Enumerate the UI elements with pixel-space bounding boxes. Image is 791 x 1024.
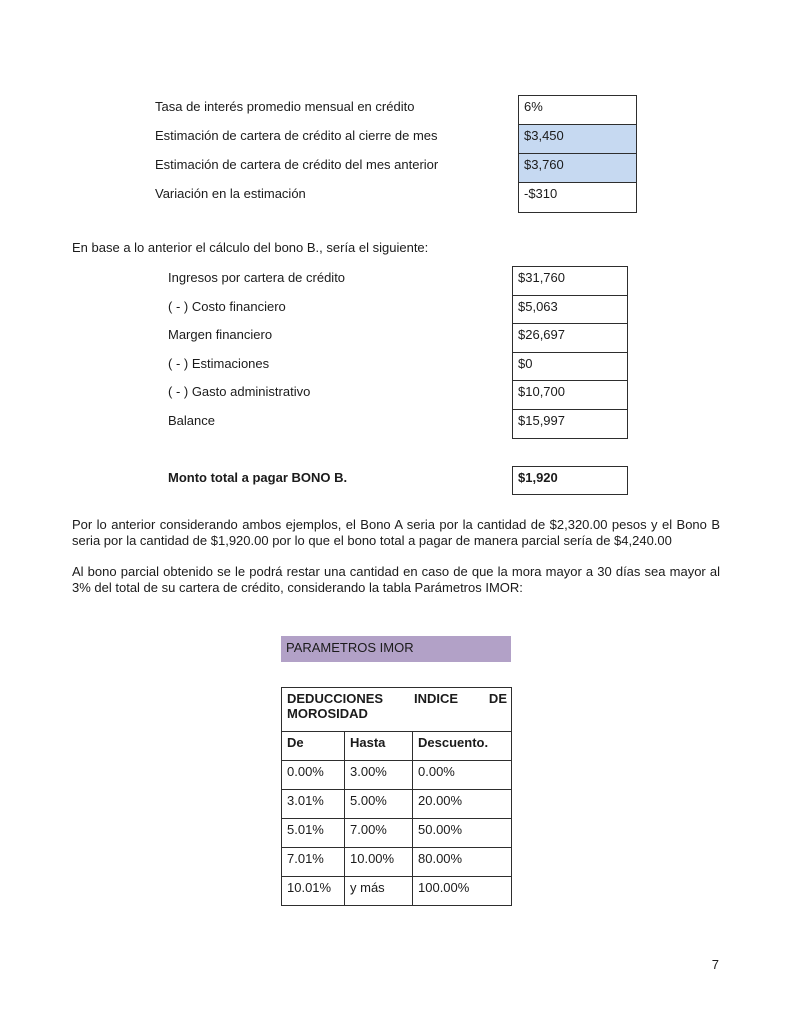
bono-value-cell: $5,063: [513, 296, 627, 325]
intro-text: En base a lo anterior el cálculo del bono B., sería el siguiente:: [72, 240, 429, 255]
paragraph-imor-intro: Al bono parcial obtenido se le podrá restar una cantidad en caso de que la mora mayor a 30 días sea mayor al 3% del total de su cartera de crédito, considerando la tabla Parámetros IMOR:: [72, 564, 720, 595]
total-row-value: $1,920: [512, 466, 628, 495]
imor-cell: y más: [345, 877, 413, 906]
estimation-row-label: Estimación de cartera de crédito del mes anterior: [155, 157, 439, 172]
bono-row-label: ( - ) Gasto administrativo: [168, 384, 311, 399]
imor-table-row: [282, 819, 512, 848]
page-number: 7: [711, 957, 719, 972]
imor-cell: 100.00%: [413, 877, 512, 906]
bono-value-cell: $31,760: [513, 267, 627, 296]
estimation-table-values: [518, 95, 637, 213]
estimation-table-labels: [155, 95, 438, 211]
bono-row-label: Ingresos por cartera de crédito: [168, 270, 346, 285]
estimation-value-cell-highlighted: $3,760: [519, 154, 636, 183]
bono-value-cell: $10,700: [513, 381, 627, 410]
bono-value-cell: $26,697: [513, 324, 627, 353]
estimation-value-cell: 6%: [519, 96, 636, 125]
bono-row-label: Margen financiero: [168, 327, 273, 342]
imor-cell: 3.00%: [345, 761, 413, 790]
imor-col-header-hasta: Hasta: [345, 732, 413, 761]
imor-cell: 50.00%: [413, 819, 512, 848]
estimation-row-label: Tasa de interés promedio mensual en crédito: [155, 99, 415, 114]
bono-table-labels: [168, 266, 345, 437]
bono-row-label: Balance: [168, 412, 215, 428]
imor-cell: 5.00%: [345, 790, 413, 819]
total-row-label: Monto total a pagar BONO B.: [168, 470, 348, 485]
imor-cell: 5.01%: [282, 819, 345, 848]
estimation-row-label: Variación en la estimación: [155, 186, 306, 201]
estimation-row-label: Estimación de cartera de crédito al cierre de mes: [155, 128, 438, 143]
bono-row-label: ( - ) Estimaciones: [168, 355, 270, 371]
paragraph-bono-summary: Por lo anterior considerando ambos ejemplos, el Bono A seria por la cantidad de $2,320.00 pesos y el Bono B seria por la cantidad de $1,920.00 por lo que el bono total a pagar de manera parcial sería de $4,240.00: [72, 517, 720, 548]
imor-cell: 7.01%: [282, 848, 345, 877]
imor-cell: 10.00%: [345, 848, 413, 877]
parametros-imor-banner: PARAMETROS IMOR: [281, 636, 511, 662]
imor-cell: 0.00%: [282, 761, 345, 790]
imor-cell: 3.01%: [282, 790, 345, 819]
imor-table-row: [282, 761, 512, 790]
imor-cell: 7.00%: [345, 819, 413, 848]
imor-table-row: [282, 877, 512, 906]
imor-table-row: [282, 790, 512, 819]
imor-col-header-de: De: [282, 732, 345, 761]
imor-deductions-table: [281, 687, 512, 906]
imor-col-header-descuento: Descuento.: [413, 732, 512, 761]
bono-value-cell: $0: [513, 353, 627, 382]
bono-value-cell: $15,997: [518, 412, 565, 428]
imor-cell: 0.00%: [413, 761, 512, 790]
imor-cell: 80.00%: [413, 848, 512, 877]
imor-cell: 20.00%: [413, 790, 512, 819]
imor-cell: 10.01%: [282, 877, 345, 906]
bono-table-values: [512, 266, 628, 439]
imor-table-title: DEDUCCIONES INDICE DE MOROSIDAD: [282, 688, 512, 732]
estimation-value-cell: -$310: [524, 186, 558, 201]
imor-table-row: [282, 848, 512, 877]
bono-row-label: ( - ) Costo financiero: [168, 298, 286, 314]
estimation-value-cell-highlighted: $3,450: [519, 125, 636, 154]
